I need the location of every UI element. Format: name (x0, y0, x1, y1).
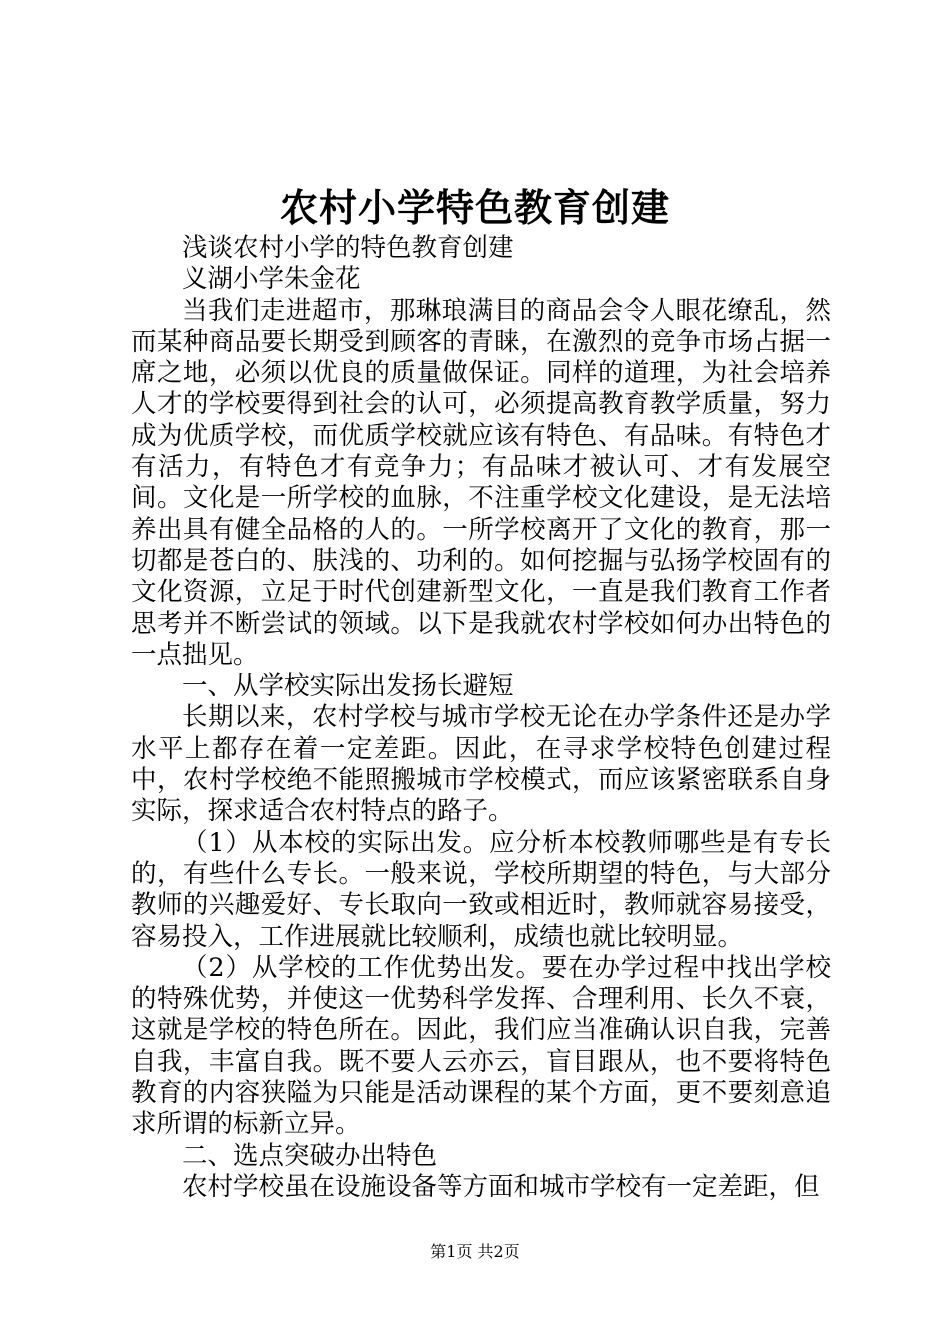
body-paragraph: 当我们走进超市，那琳琅满目的商品会令人眼花缭乱，然而某种商品要长期受到顾客的青睐，在激烈的竞争市场占据一席之地，必须以优良的质量做保证。同样的道理，为社会培养人才的学校要得到社会的认可，必须提高教育教学质量，努力成为优质学校，而优质学校就应该有特色、有品味。有特色才有活力，有特色才有竞争力；有品味才被认可、才有发展空间。文化是一所学校的血脉，不注重学校文化建设，是无法培养出具有健全品格的人的。一所学校离开了文化的教育，那一切都是苍白的、肤浅的、功利的。如何挖掘与弘扬学校固有的文化资源，立足于时代创建新型文化，一直是我们教育工作者思考并不断尝试的领域。以下是我就农村学校如何办出特色的一点拙见。 (131, 295, 831, 670)
body-paragraph: 农村学校虽在设施设备等方面和城市学校有一定差距，但 (182, 1171, 820, 1202)
document-body (131, 233, 831, 1203)
section-heading: 二、选点突破办出特色 (182, 1140, 438, 1171)
section-heading: 一、从学校实际出发扬长避短 (182, 671, 514, 702)
subtitle-paragraph: 浅谈农村小学的特色教育创建 (182, 233, 514, 263)
body-paragraph: （1）从本校的实际出发。应分析本校教师哪些是有专长的，有些什么专长。一般来说，学校所期望的特色，与大部分教师的兴趣爱好、专长取向一致或相近时，教师就容易接受，容易投入，工作进展就比较顺利，成绩也就比较明显。 (131, 827, 831, 952)
body-paragraph: 长期以来，农村学校与城市学校无论在办学条件还是办学水平上都存在着一定差距。因此，在寻求学校特色创建过程中，农村学校绝不能照搬城市学校模式，而应该紧密联系自身实际，探求适合农村特点的路子。 (131, 702, 831, 827)
page-footer: 第1页 共2页 (430, 1242, 520, 1261)
body-paragraph: （2）从学校的工作优势出发。要在办学过程中找出学校的特殊优势，并使这一优势科学发挥、合理利用、长久不衰，这就是学校的特色所在。因此，我们应当准确认识自我，完善自我，丰富自我。既不要人云亦云，盲目跟从，也不要将特色教育的内容狭隘为只能是活动课程的某个方面，更不要刻意追求所谓的标新立异。 (131, 952, 831, 1140)
author-paragraph: 义湖小学朱金花 (182, 264, 361, 295)
document-title: 农村小学特色教育创建 (279, 185, 670, 230)
